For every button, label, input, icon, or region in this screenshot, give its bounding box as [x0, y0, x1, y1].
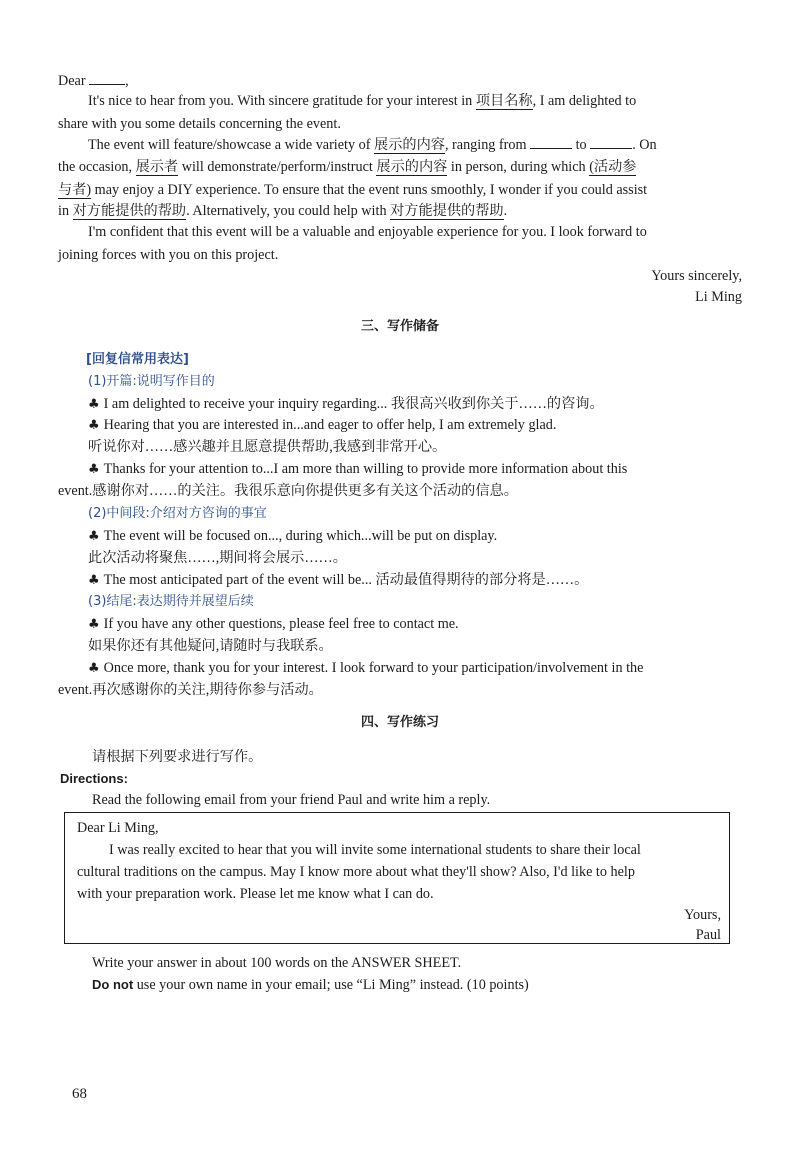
note-2-bold: Do not: [92, 977, 134, 992]
expr-3-cont: event.感谢你对……的关注。我很乐意向你提供更多有关这个活动的信息。: [58, 483, 518, 499]
expr-5: [88, 571, 588, 590]
blank-to: [590, 136, 632, 149]
email-body-1: I was really excited to hear that you will invite some international students to share their local: [109, 842, 641, 858]
expr-7-cont: event.再次感谢你的关注,期待你参与活动。: [58, 682, 323, 698]
page-number: 68: [72, 1086, 87, 1102]
expr-4-en: The event will be focused on..., during which...will be put on display.: [103, 528, 498, 544]
p2-participant-placeholder-1: (活动参: [589, 159, 637, 175]
section4-title: 四、写作练习: [360, 715, 439, 730]
letter-greeting: [58, 72, 129, 90]
letter-p2-line4: [58, 202, 507, 220]
p1-project-placeholder: 项目名称: [475, 93, 533, 109]
letter-p1-line1: [88, 92, 636, 110]
p2-text-c: the occasion,: [58, 159, 133, 175]
p2-text-f: may enjoy a DIY experience. To ensure that the event runs smoothly, I wonder if you could assist: [94, 182, 648, 198]
answer-note-1: Write your answer in about 100 words on the ANSWER SHEET.: [92, 955, 462, 971]
expr-2-en: Hearing that you are interested in...and eager to offer help, I am extremely glad.: [103, 417, 557, 433]
p3-text-a: I'm confident that this event will be a valuable and enjoyable experience for you. I look forward to: [88, 224, 647, 240]
letter-p2-line2: [58, 158, 636, 176]
p2-content-placeholder: 展示的内容: [374, 137, 445, 153]
section3-bracket-title: [回复信常用表达]: [86, 352, 189, 367]
letter-p1-line2: [58, 115, 341, 133]
club-icon: ♣: [88, 661, 100, 676]
section3-title: 三、写作储备: [360, 319, 439, 334]
expr-1: [88, 395, 604, 414]
directions-label: Directions:: [60, 771, 128, 786]
letter-signature: Li Ming: [695, 289, 742, 305]
club-icon: ♣: [88, 573, 100, 588]
answer-note-2: [92, 976, 529, 994]
directions-text: Read the following email from your friend Paul and write him a reply.: [92, 792, 491, 808]
blank-name: [89, 72, 125, 85]
blank-from: [530, 136, 572, 149]
expr-2: [88, 416, 556, 435]
expr-3-text-a: Thanks for your attention to...I am more than willing to provide more information about this: [103, 461, 628, 477]
expr-6-zh: 如果你还有其他疑问,请随时与我联系。: [88, 638, 333, 654]
p2-text-b: , ranging from: [444, 137, 527, 153]
expr-5-text: The most anticipated part of the event will be... 活动最值得期待的部分将是……。: [103, 572, 589, 588]
p2-presenter-placeholder: 展示者: [135, 159, 179, 175]
p1-text-b: , I am delighted to: [532, 93, 637, 109]
expr-4-zh: 此次活动将聚焦……,期间将会展示……。: [88, 550, 347, 566]
email-closing: Yours,: [684, 907, 721, 923]
p2-help-placeholder-1: 对方能提供的帮助: [72, 203, 187, 219]
expr-2-zh: 听说你对……感兴趣并且愿意提供帮助,我感到非常开心。: [88, 439, 447, 455]
note-2-rest: use your own name in your email; use “Li Ming” instead. (10 points): [136, 977, 529, 993]
email-box: [64, 812, 730, 944]
section3-sub3: (3)结尾:表达期待并展望后续: [88, 594, 254, 609]
letter-p2-line3: [58, 181, 647, 199]
p2-text-to: to: [575, 137, 587, 153]
p2-participant-placeholder-2: 与者): [58, 182, 92, 198]
expr-4: [88, 527, 497, 546]
p1-text-a: It's nice to hear from you. With sincere gratitude for your interest in: [88, 93, 473, 109]
p2-text-g: in: [58, 203, 70, 219]
p2-text-i: .: [503, 203, 508, 219]
section3-sub2: (2)中间段:介绍对方咨询的事宜: [88, 506, 267, 521]
p3-text-b: joining forces with you on this project.: [58, 247, 279, 263]
greeting-word: Dear: [58, 73, 86, 89]
club-icon: ♣: [88, 397, 100, 412]
expr-6: [88, 615, 459, 634]
p1-text-c: share with you some details concerning the event.: [58, 116, 341, 132]
email-signature: Paul: [695, 927, 721, 943]
club-icon: ♣: [88, 418, 100, 433]
section3-sub1: (1)开篇:说明写作目的: [88, 374, 215, 389]
expr-7: [88, 659, 643, 678]
club-icon: ♣: [88, 529, 100, 544]
greeting-comma: ,: [125, 73, 129, 89]
email-greeting: Dear Li Ming,: [77, 820, 159, 836]
expr-7-text-a: Once more, thank you for your interest. I look forward to your participation/involvement in the: [103, 660, 644, 676]
letter-p3-line2: [58, 246, 278, 264]
expr-1-text: I am delighted to receive your inquiry regarding... 我很高兴收到你关于……的咨询。: [103, 396, 604, 412]
expr-6-en: If you have any other questions, please feel free to contact me.: [103, 616, 459, 632]
club-icon: ♣: [88, 462, 100, 477]
email-body-3: with your preparation work. Please let me know what I can do.: [77, 886, 434, 902]
letter-p2-line1: [88, 136, 657, 154]
p2-help-placeholder-2: 对方能提供的帮助: [390, 203, 504, 219]
email-body-2: cultural traditions on the campus. May I know more about what they'll show? Also, I'd like to help: [77, 864, 635, 880]
section4-instruction: 请根据下列要求进行写作。: [92, 749, 263, 765]
club-icon: ♣: [88, 617, 100, 632]
p2-text-on: . On: [632, 137, 657, 153]
p2-text-h: . Alternatively, you could help with: [186, 203, 387, 219]
p2-text-d: will demonstrate/perform/instruct: [181, 159, 373, 175]
p2-text-e: in person, during which: [450, 159, 586, 175]
p2-text-a: The event will feature/showcase a wide variety of: [88, 137, 371, 153]
letter-p3-line1: [88, 223, 647, 241]
p2-content2-placeholder: 展示的内容: [376, 159, 448, 175]
expr-3: [88, 460, 627, 479]
letter-closing: Yours sincerely,: [651, 268, 742, 284]
